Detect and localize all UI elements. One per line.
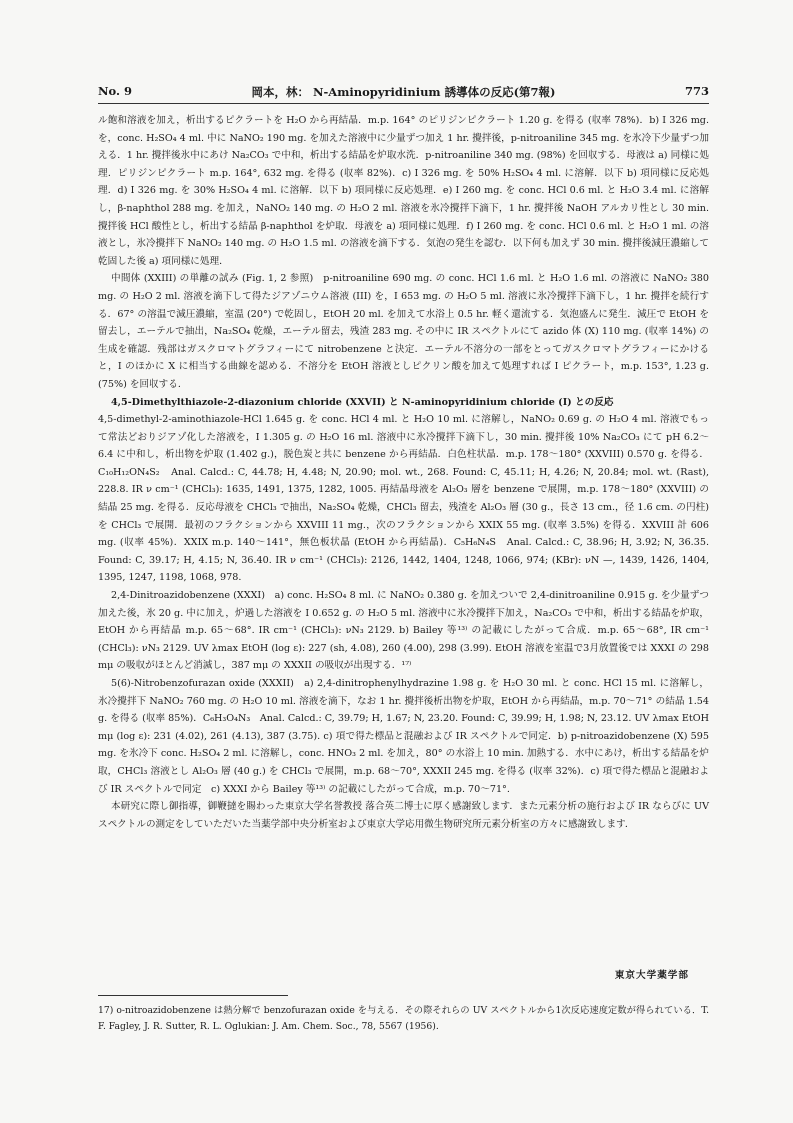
paragraph-intermediate-isolation: 中間体 (XXIII) の単離の試み (Fig. 1, 2 参照) p-nitroaniline 690 mg. の conc. HCl 1.6 ml. と H₂O 1.6 ml. の溶液に NaNO₂ 380 mg. の H₂O 2 ml. 溶液を滴下して得たジアゾニウム溶液 (III) を，I 653 mg. の H₂O 5 ml. 溶液に氷冷攪拌下滴下し，1 hr. 攪拌を続行する．67° の溶温で減圧濃縮，室温 (20°) で乾固し，EtOH 20 ml. を加えて水浴上 0.5 hr. 軽く還流する．気泡盛んに発生．減圧で EtOH を留去し，エーテルで抽出，Na₂SO₄ 乾燥，エーテル留去，残渣 283 mg. その中に IR スペクトルにて azido 体 (X) 110 mg. (収率 14%) の生成を確認．残部はガスクロマトグラフィーにて nitrobenzene と決定．エーテル不溶分の一部をとってガスクロマトグラフィーにかけると，I のほかに X に相当する曲線を認める．不溶分を EtOH 溶液としピクリン酸を加えて処理すれば I ピクラート，m.p. 153°, 1.23 g. (75%) を回収する． (98, 273, 709, 390)
section-heading-thiazole: 4,5-Dimethylthiazole-2-diazonium chloride (XXVII) と N-aminopyridinium chloride (I) との反応 (111, 396, 614, 408)
page-number: 773 (684, 84, 709, 98)
footnote-rule (98, 995, 288, 996)
paragraph-dinitroazidobenzene: 2,4-Dinitroazidobenzene (XXXI) a) conc. H₂SO₄ 8 ml. に NaNO₂ 0.380 g. を加えついで 2,4-dinitroaniline 0.915 g. を少量ずつ加えた後，氷 20 g. 中に加え，炉過した溶液を I 0.652 g. の H₂O 5 ml. 溶液中に氷冷攪拌下加え，Na₂CO₃ で中和，析出する結晶を炉取，EtOH から再結晶 m.p. 65～68°. IR cm⁻¹ (CHCl₃): νN₃ 2129. b) Bailey 等¹³⁾ の記載にしたがって合成．m.p. 65～68°, IR cm⁻¹ (CHCl₃): νN₃ 2129. UV λmax EtOH (log ε): 227 (sh, 4.08), 260 (4.00), 298 (3.99). EtOH 溶液を室温で3月放置後では XXXI の 298 mμ の吸収がほとんど消滅し，387 mμ の XXXII の吸収が出現する．¹⁷⁾ (98, 590, 709, 672)
article-body (98, 112, 709, 833)
paragraph-nitrobenzofurazan: 5(6)-Nitrobenzofurazan oxide (XXXII) a) 2,4-dinitrophenylhydrazine 1.98 g. を H₂O 30 ml. と conc. HCl 15 ml. に溶解し，氷冷攪拌下 NaNO₂ 760 mg. の H₂O 10 ml. 溶液を滴下，なお 1 hr. 攪拌後析出物を炉取，EtOH から再結晶，m.p. 70～71° の結晶 1.54 g. を得る (収率 85%)．C₆H₃O₄N₃ Anal. Calcd.: C, 39.79; H, 1.67; N, 23.20. Found: C, 39.99; H, 1.98; N, 23.12. UV λmax EtOH mμ (log ε): 231 (4.02), 261 (4.13), 387 (3.75). c) 項で得た標品と混融および IR スペクトルで同定．b) p-nitroazidobenzene (X) 595 mg. を氷冷下 conc. H₂SO₄ 2 ml. に溶解し，conc. HNO₃ 2 ml. を加え，80° の水浴上 10 min. 加熱する．水中にあけ，析出する結晶を炉取，CHCl₃ 溶液とし Al₂O₃ 層 (40 g.) を CHCl₃ で展開，m.p. 68～70°, XXXII 245 mg. を得る (収率 32%)．c) 項で得た標品と混融および IR スペクトルで同定 c) XXXI から Bailey 等¹³⁾ の記載にしたがって合成，m.p. 70～71°. (98, 678, 709, 795)
paragraph-thiazole: 4,5-dimethyl-2-aminothiazole-HCl 1.645 g. を conc. HCl 4 ml. と H₂O 10 ml. に溶解し，NaNO₂ 0.69 g. の H₂O 4 ml. 溶液でもって常法どおりジアゾ化した溶液を，I 1.305 g. の H₂O 16 ml. 溶液中に氷冷攪拌下滴下し，30 min. 攪拌後 10% Na₂CO₃ にて pH 6.2～6.4 に中和し，析出物を炉取 (1.402 g.)，脱色炭と共に benzene から再結晶．白色柱状晶．m.p. 178～180° (XXVIII) 0.570 g. を得る．C₁₀H₁₂ON₄S₂ Anal. Calcd.: C, 44.78; H, 4.48; N, 20.90; mol. wt., 268. Found: C, 45.11; H, 4.26; N, 20.84; mol. wt. (Rast), 228.8. IR ν cm⁻¹ (CHCl₃): 1635, 1491, 1375, 1282, 1005. 再結晶母液を Al₂O₃ 層を benzene で展開，m.p. 178～180° (XXVIII) の結晶 25 mg. を得る．反応母液を CHCl₃ で抽出，Na₂SO₄ 乾燥，CHCl₃ 留去，残渣を Al₂O₃ 層 (30 g.，長さ 13 cm.，径 1.6 cm. の円柱) を CHCl₃ で展開．最初のフラクションから XXVIII 11 mg.，次のフラクションから XXIX 55 mg. (収率 3.5%) を得る．XXVIII 計 606 mg. (収率 45%)．XXIX m.p. 140～141°，無色板状晶 (EtOH から再結晶)．C₅H₆N₄S Anal. Calcd.: C, 38.96; H, 3.92; N, 36.35. Found: C, 39.17; H, 4.15; N, 36.40. IR ν cm⁻¹ (CHCl₃): 2126, 1442, 1404, 1248, 1066, 974; (KBr): νN —, 1439, 1426, 1404, 1395, 1247, 1198, 1068, 978. (98, 414, 709, 584)
running-title: 岡本，林： N-Aminopyridinium 誘導体の反応(第7報) (251, 85, 556, 99)
affiliation-signature: 東京大学薬学部 (614, 970, 689, 981)
issue-number: No. 9 (98, 84, 132, 98)
footnote: 17) o-nitroazidobenzene は熱分解で benzofurazan oxide を与える．その際それらの UV スペクトルから1次反応速度定数が得られている．T. F. Fagley, J. R. Sutter, R. L. Oglukian: J. Am. Chem. Soc., 78, 5567 (1956). (98, 1005, 709, 1032)
page-header (98, 84, 709, 100)
header-rule (98, 103, 709, 104)
paragraph-acknowledgement: 本研究に際し御指導，御鞭撻を賜わった東京大学名誉教授 落合英二博士に厚く感謝致します．また元素分析の施行および IR ならびに UV スペクトルの測定をしていただいた当薬学部中央分析室および東京大学応用微生物研究所元素分析室の方々に感謝致します． (98, 801, 709, 830)
paragraph-continuation: ル飽和溶液を加え，析出するピクラートを H₂O から再結晶．m.p. 164° のピリジンピクラート 1.20 g. を得る (収率 78%)．b) I 326 mg. を，conc. H₂SO₄ 4 ml. 中に NaNO₂ 190 mg. を加えた溶液中に少量ずつ加え 1 hr. 攪拌後，p-nitroaniline 345 mg. を氷冷下少量ずつ加える．1 hr. 攪拌後氷中にあけ Na₂CO₃ で中和，析出する結晶を炉取水洗．p-nitroaniline 340 mg. (98%) を回収する．母液は a) 同様に処理．ピリジンピクラート m.p. 164°, 632 mg. を得る (収率 82%)．c) I 326 mg. を 50% H₂SO₄ 4 ml. に溶解．以下 b) 項同様に反応処理．d) I 326 mg. を 30% H₂SO₄ 4 ml. に溶解．以下 b) 項同様に反応処理．e) I 260 mg. を conc. HCl 0.6 ml. と H₂O 3.4 ml. に溶解し，β-naphthol 288 mg. を加え，NaNO₂ 140 mg. の H₂O 2 ml. 溶液を氷冷攪拌下滴下，1 hr. 攪拌後 NaOH アルカリ性とし 30 min. 攪拌後 HCl 酸性とし，析出する結晶 β-naphthol を炉取．母液を a) 項同様に処理．f) I 260 mg. を conc. HCl 0.6 ml. と H₂O 1 ml. の溶液とし，氷冷攪拌下 NaNO₂ 140 mg. の H₂O 1.5 ml. の溶液を滴下する．気泡の発生を認む．以下何も加えず 30 min. 攪拌後減圧濃縮して乾固した後 a) 項同様に処理． (98, 115, 709, 267)
